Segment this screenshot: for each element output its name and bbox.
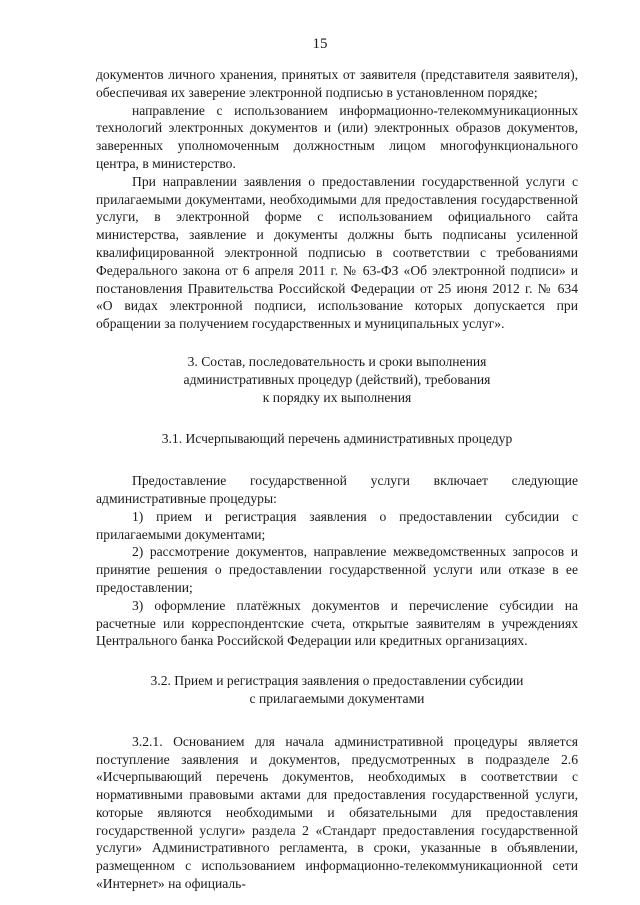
subsection-heading-3-2 (96, 672, 578, 708)
list-item-procedure-3: 3) оформление платёжных документов и перечисление субсидии на расчетные или корреспондентские счета, открытые заявителям в учреждениях Центрального банка Российской Федерации или кредитных организациях. (96, 597, 578, 649)
heading-line: 3. Состав, последовательность и сроки выполнения (187, 353, 487, 369)
page-number: 15 (312, 36, 328, 52)
paragraph-electronic-signature: При направлении заявления о предоставлении государственной услуги с прилагаемыми документами, необходимыми для предоставления государственной услуги, в электронной форме с использованием официального сайта министерства, заявление и документы должны быть подписаны усиленной квалифицированной электронной подписью в соответствии с требованиями Федерального закона от 6 апреля 2011 г. № 63-ФЗ «Об электронной подписи» и постановления Правительства Российской Федерации от 25 июня 2012 г. № 634 «О видах электронной подписи, использование которых допускается при обращении за получением государственных и муниципальных услуг». (96, 173, 578, 332)
subsection-heading-3-1: 3.1. Исчерпывающий перечень административных процедур (161, 431, 513, 447)
heading-line: к порядку их выполнения (262, 389, 412, 405)
section-heading-3 (96, 353, 578, 406)
heading-line: 3.2. Прием и регистрация заявления о предоставлении субсидии (150, 673, 524, 689)
list-item-procedure-1: 1) прием и регистрация заявления о предоставлении субсидии с прилагаемыми документами; (96, 508, 578, 542)
heading-line: с прилагаемыми документами (249, 690, 425, 706)
paragraph-3-2-1: 3.2.1. Основанием для начала административной процедуры является поступление заявления и документов, предусмотренных в подразделе 2.6 «Исчерпывающий перечень документов, необходимых в соответствии с нормативными правовыми актами для предоставления государственной услуги, которые являются необходимыми и обязательными для предоставления государственной услуги» раздела 2 «Стандарт предоставления государственной услуги» Административного регламента, в сроки, указанные в объявлении, размещенном с использованием информационно-телекоммуникационной сети «Интернет» на официаль- (96, 733, 578, 892)
heading-line: административных процедур (действий), требования (183, 371, 491, 387)
list-item-procedure-2: 2) рассмотрение документов, направление межведомственных запросов и принятие решения о предоставлении государственной услуги или отказе в ее предоставлении; (96, 544, 578, 595)
paragraph-procedures-intro: Предоставление государственной услуги включает следующие административные процедуры: (96, 473, 578, 506)
paragraph-continuation: документов личного хранения, принятых от заявителя (представителя заявителя), обеспечивая их заверение электронной подписью в установленном порядке; (96, 67, 578, 100)
paragraph-electronic-transfer: направление с использованием информационно-телекоммуникационных технологий электронных документов и (или) электронных образов документов, заверенных уполномоченным должностным лицом многофункционального центра, в министерство. (96, 102, 578, 171)
document-body (96, 66, 578, 893)
